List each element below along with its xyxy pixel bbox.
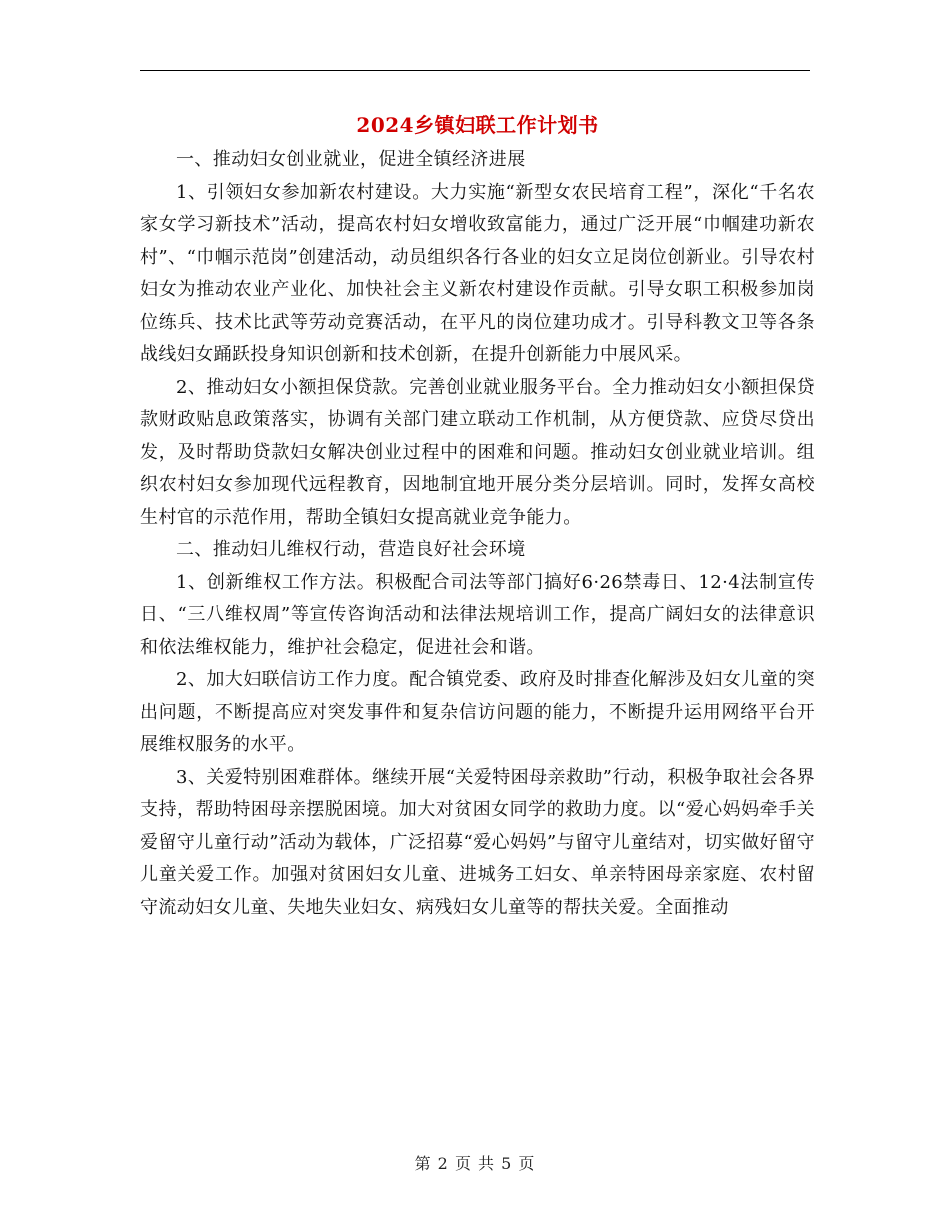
paragraph: 1、创新维权工作方法。积极配合司法等部门搞好6·26禁毒日、12·4法制宣传日、“三八维权周”等宣传咨询活动和法律法规培训工作，提高广阔妇女的法律意识和依法维权能力，维护社会稳定，促进社会和谐。 [140,571,815,658]
paragraph: 1、引领妇女参加新农村建设。大力实施“新型女农民培育工程”，深化“千名农家女学习新技术”活动，提高农村妇女增收致富能力，通过广泛开展“巾帼建功新农村”、“巾帼示范岗”创建活动，动员组织各行各业的妇女立足岗位创新业。引导农村妇女为推动农业产业化、加快社会主义新农村建设作贡献。引导女职工积极参加岗位练兵、技术比武等劳动竞赛活动，在平凡的岗位建功成才。引导科教文卫等各条战线妇女踊跃投身知识创新和技术创新，在提升创新能力中展风采。 [140,181,815,365]
header-rule [140,70,810,71]
paragraph: 2、加大妇联信访工作力度。配合镇党委、政府及时排查化解涉及妇女儿童的突出问题，不断提高应对突发事件和复杂信访问题的能力，不断提升运用网络平台开展维权服务的水平。 [140,669,815,755]
paragraph: 3、关爱特别困难群体。继续开展“关爱特困母亲救助”行动，积极争取社会各界支持，帮助特困母亲摆脱困境。加大对贫困女同学的救助力度。以“爱心妈妈牵手关爱留守儿童行动”活动为载体，广泛招募“爱心妈妈”与留守儿童结对，切实做好留守儿童关爱工作。加强对贫困妇女儿童、进城务工妇女、单亲特困母亲家庭、农村留守流动妇女儿童、失地失业妇女、病残妇女儿童等的帮扶关爱。全面推动 [140,766,815,918]
section-heading-2: 二、推动妇儿维权行动，营造良好社会环境 [176,539,526,560]
document-body [140,108,815,924]
paragraph: 2、推动妇女小额担保贷款。完善创业就业服务平台。全力推动妇女小额担保贷款财政贴息政策落实，协调有关部门建立联动工作机制，从方便贷款、应贷尽贷出发，及时帮助贷款妇女解决创业过程中的困难和问题。推动妇女创业就业培训。组织农村妇女参加现代远程教育，因地制宜地开展分类分层培训。同时，发挥女高校生村官的示范作用，帮助全镇妇女提高就业竞争能力。 [140,376,815,528]
document-title: 2024乡镇妇联工作计划书 [356,113,599,137]
section-heading-1: 一、推动妇女创业就业，促进全镇经济进展 [176,149,526,170]
page-number: 第 2 页 共 5 页 [414,1154,536,1173]
